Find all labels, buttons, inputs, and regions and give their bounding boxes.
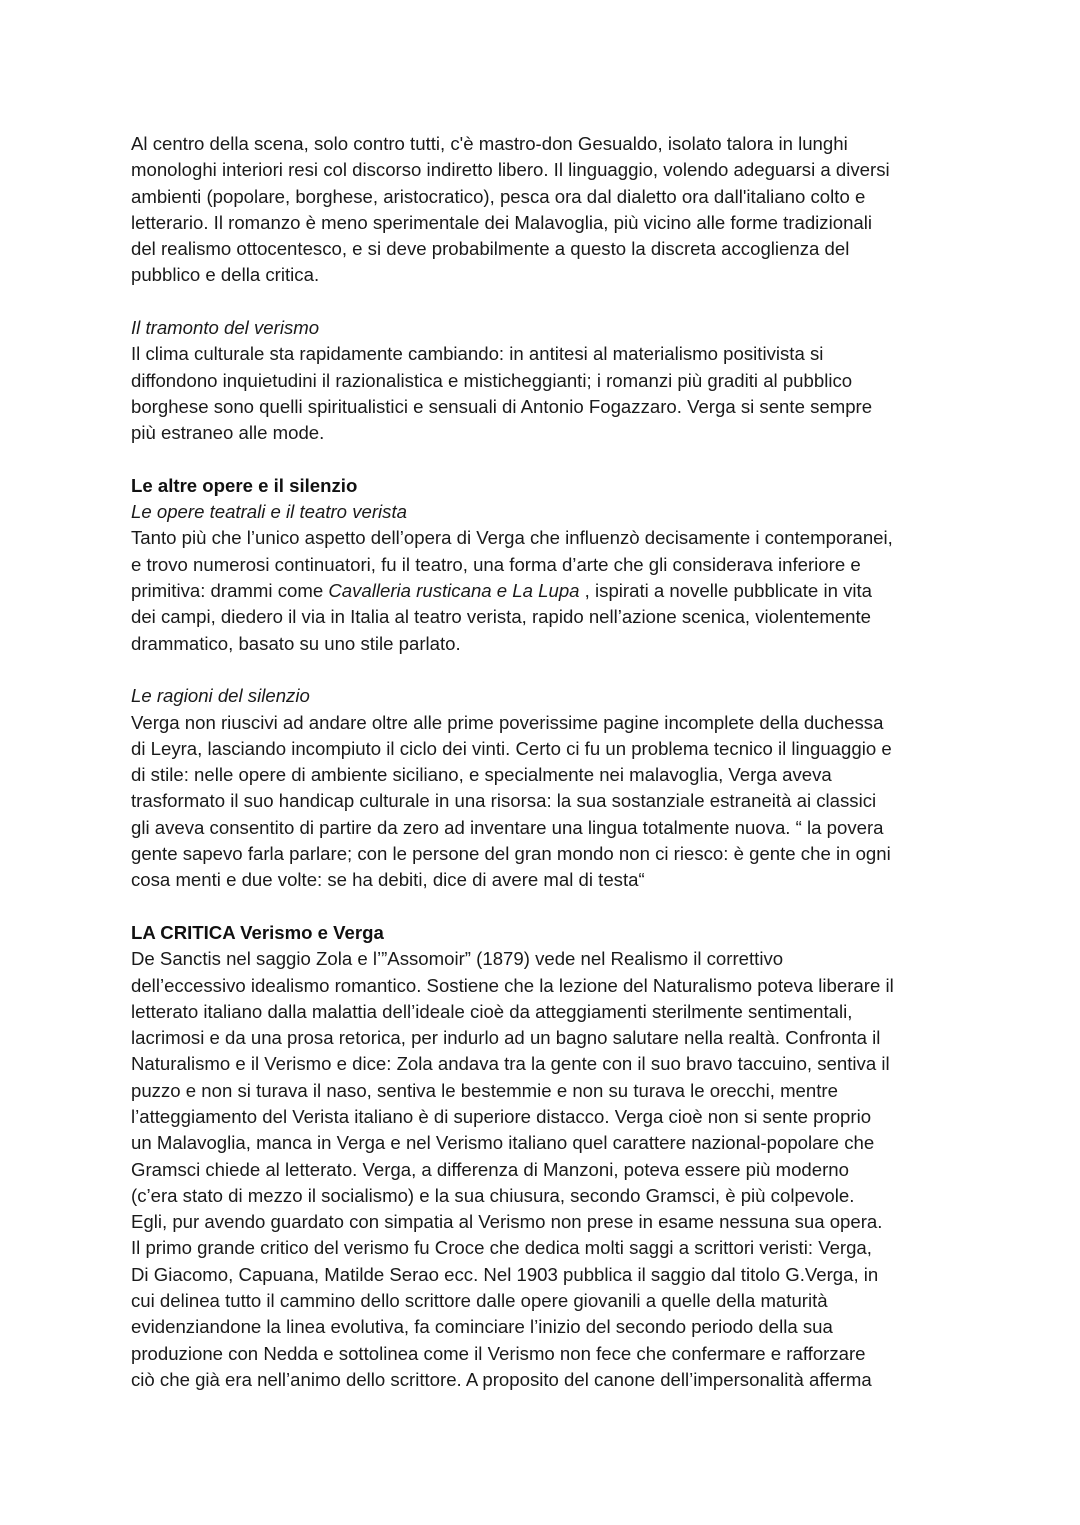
section-heading: LA CRITICA Verismo e Verga [131,921,384,943]
paragraph-spacer [131,447,961,473]
text-line: trasformato il suo handicap culturale in una risorsa: la sua sostanziale estraneità ai classici [131,790,877,812]
text-line: Tanto più che l’unico aspetto dell’opera di Verga che influenzò decisamente i contemporanei, [131,527,893,549]
text-line: letterato italiano dalla malattia dell’ideale cioè da atteggiamenti sterilmente sentimentali, [131,1000,853,1022]
section-heading: Le altre opere e il silenzio [131,474,358,496]
text-line: cosa menti e due volte: se ha debiti, dice di avere mal di testa“ [131,869,645,891]
section-subheading: Il tramonto del verismo [131,317,320,339]
text-line: di Leyra, lasciando incompiuto il ciclo dei vinti. Certo ci fu un problema tecnico il linguaggio e [131,737,892,759]
section-tramonto-verismo [131,315,961,446]
text-line: e trovo numerosi continuatori, fu il teatro, una forma d’arte che gli considerava inferiore e [131,553,861,575]
text-line: ambienti (popolare, borghese, aristocratico), pesca ora dal dialetto ora dall'italiano colto e [131,185,866,207]
document-page [131,131,961,1393]
text-line: (c’era stato di mezzo il socialismo) e la sua chiusura, secondo Gramsci, è più colpevole. [131,1184,855,1206]
text-line: Egli, pur avendo guardato con simpatia al Verismo non prese in esame nessuna sua opera. [131,1211,883,1233]
text-line: Di Giacomo, Capuana, Matilde Serao ecc. Nel 1903 pubblica il saggio dal titolo G.Verga, in [131,1263,879,1285]
text-line: più estraneo alle mode. [131,422,325,444]
text-line: diffondono inquietudini il razionalistica e misticheggianti; i romanzi più graditi al pubblico [131,369,853,391]
text-line: un Malavoglia, manca in Verga e nel Verismo italiano quel carattere nazional-popolare che [131,1132,875,1154]
text-line: Il clima culturale sta rapidamente cambiando: in antitesi al materialismo positivista si [131,343,824,365]
text-line: dei campi, diedero il via in Italia al teatro verista, rapido nell’azione scenica, violentemente [131,606,872,628]
text-line: Gramsci chiede al letterato. Verga, a differenza di Manzoni, poteva essere più moderno [131,1158,849,1180]
text-line: l’atteggiamento del Verista italiano è di superiore distacco. Verga cioè non si sente proprio [131,1105,872,1127]
text-line: gente sapevo farla parlare; con le persone del gran mondo non ci riesco: è gente che in ogni [131,843,891,865]
text-line: drammatico, basato su uno stile parlato. [131,632,461,654]
section-critica [131,920,961,1393]
text-line: lacrimosi e da una prosa retorica, per indurlo ad un bagno salutare nella realtà. Confronta il [131,1027,881,1049]
text-line: del realismo ottocentesco, e si deve probabilmente a questo la discreta accoglienza del [131,238,850,260]
text-line: evidenziandone la linea evolutiva, fa cominciare l’inizio del secondo periodo della sua [131,1316,833,1338]
paragraph-mastro-don-gesualdo [131,131,961,289]
paragraph-spacer [131,894,961,920]
text-line: Il primo grande critico del verismo fu Croce che dedica molti saggi a scrittori veristi: Verga, [131,1237,872,1259]
text-line: di stile: nelle opere di ambiente siciliano, e specialmente nei malavoglia, Verga aveva [131,764,832,786]
paragraph-spacer [131,289,961,315]
text-fragment: , ispirati a novelle pubblicate in vita [579,580,873,602]
section-altre-opere [131,473,961,657]
text-line: Verga non riuscivi ad andare oltre alle prime poverissime pagine incomplete della duchessa [131,711,884,733]
text-line: De Sanctis nel saggio Zola e l’”Assomoir” (1879) vede nel Realismo il correttivo [131,948,784,970]
text-line: gli aveva consentito di partire da zero ad inventare una lingua totalmente nuova. “ la povera [131,816,884,838]
paragraph-spacer [131,657,961,683]
work-titles: Cavalleria rusticana e La Lupa [328,580,580,602]
text-line: ciò che già era nell’animo dello scrittore. A proposito del canone dell’impersonalità afferma [131,1368,872,1390]
section-ragioni-silenzio [131,683,961,893]
text-fragment: primitiva: drammi come [131,580,329,602]
section-subheading: Le opere teatrali e il teatro verista [131,501,407,523]
text-line: puzzo e non si turava il naso, sentiva le bestemmie e non su turava le orecchi, mentre [131,1079,838,1101]
text-line: Naturalismo e il Verismo e dice: Zola andava tra la gente con il suo bravo taccuino, sentiva il [131,1053,890,1075]
text-line: pubblico e della critica. [131,264,320,286]
text-line: borghese sono quelli spiritualistici e sensuali di Antonio Fogazzaro. Verga si sente sempre [131,395,873,417]
text-line: cui delinea tutto il cammino dello scrittore dalle opere giovanili a quelle della maturità [131,1290,828,1312]
text-line: produzione con Nedda e sottolinea come il Verismo non fece che confermare e rafforzare [131,1342,866,1364]
text-line: Al centro della scena, solo contro tutti, c'è mastro-don Gesualdo, isolato talora in lunghi [131,133,848,154]
text-line: dell’eccessivo idealismo romantico. Sostiene che la lezione del Naturalismo poteva liberare il [131,974,894,996]
text-line: monologhi interiori resi col discorso indiretto libero. Il linguaggio, volendo adeguarsi a diversi [131,159,890,181]
text-line: letterario. Il romanzo è meno sperimentale dei Malavoglia, più vicino alle forme tradizionali [131,211,873,233]
section-subheading: Le ragioni del silenzio [131,685,310,707]
text-line-with-titles [131,578,961,604]
